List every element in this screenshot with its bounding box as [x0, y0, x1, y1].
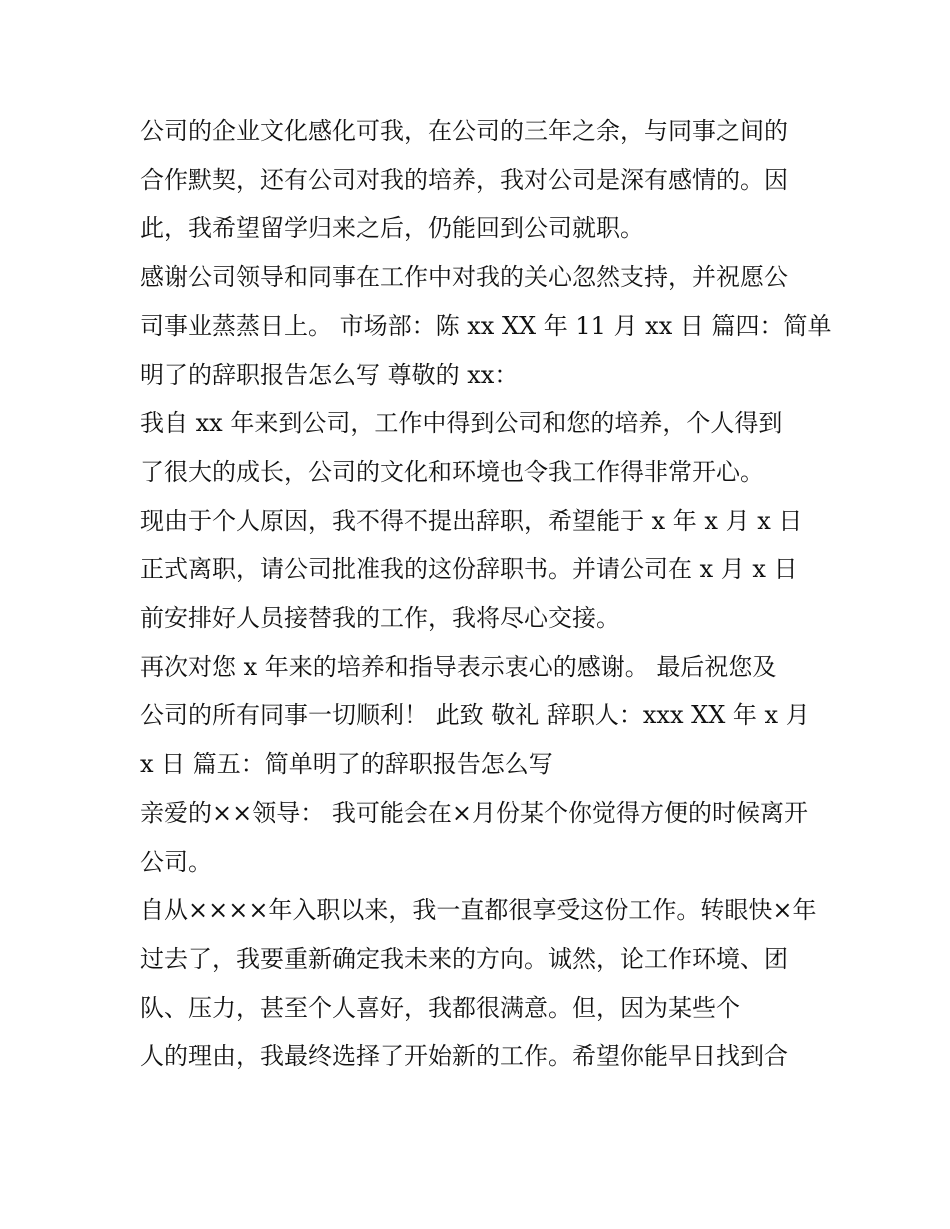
- document-body: [140, 107, 832, 1081]
- text-line: 过去了，我要重新确定我未来的方向。诚然，论工作环境、团: [140, 944, 788, 973]
- text-line: 自从××××年入职以来，我一直都很享受这份工作。转眼快×年: [140, 896, 817, 925]
- text-line: x 日 篇五：简单明了的辞职报告怎么写: [140, 750, 553, 779]
- text-line: 队、压力，甚至个人喜好，我都很满意。但，因为某些个: [140, 993, 740, 1022]
- text-line: 公司的企业文化感化可我，在公司的三年之余，与同事之间的: [140, 117, 788, 145]
- text-line: 前安排好人员接替我的工作，我将尽心交接。: [140, 604, 620, 633]
- text-line: 合作默契，还有公司对我的培养，我对公司是深有感情的。因: [140, 165, 788, 194]
- text-line: 了很大的成长，公司的文化和环境也令我工作得非常开心。: [140, 457, 764, 486]
- text-line: 此，我希望留学归来之后，仍能回到公司就职。: [140, 214, 644, 243]
- text-line: 我自 xx 年来到公司，工作中得到公司和您的培养，个人得到: [140, 409, 783, 438]
- text-line: 亲爱的××领导： 我可能会在×月份某个你觉得方便的时候离开: [140, 798, 808, 827]
- text-line: 正式离职，请公司批准我的这份辞职书。并请公司在 x 月 x 日: [140, 555, 798, 584]
- text-line: 司事业蒸蒸日上。 市场部：陈 xx XX 年 11 月 xx 日 篇四：简单: [140, 311, 832, 340]
- text-line: 公司的所有同事一切顺利！ 此致 敬礼 辞职人：xxx XX 年 x 月: [140, 701, 810, 730]
- text-line: 公司。: [140, 847, 212, 876]
- text-line: 明了的辞职报告怎么写 尊敬的 xx：: [140, 360, 519, 389]
- text-line: 现由于个人原因，我不得不提出辞职，希望能于 x 年 x 月 x 日: [140, 506, 803, 535]
- text-line: 感谢公司领导和同事在工作中对我的关心忽然支持，并祝愿公: [140, 263, 788, 292]
- text-line: 人的理由，我最终选择了开始新的工作。希望你能早日找到合: [140, 1042, 788, 1071]
- text-line: 再次对您 x 年来的培养和指导表示衷心的感谢。 最后祝您及: [140, 652, 777, 681]
